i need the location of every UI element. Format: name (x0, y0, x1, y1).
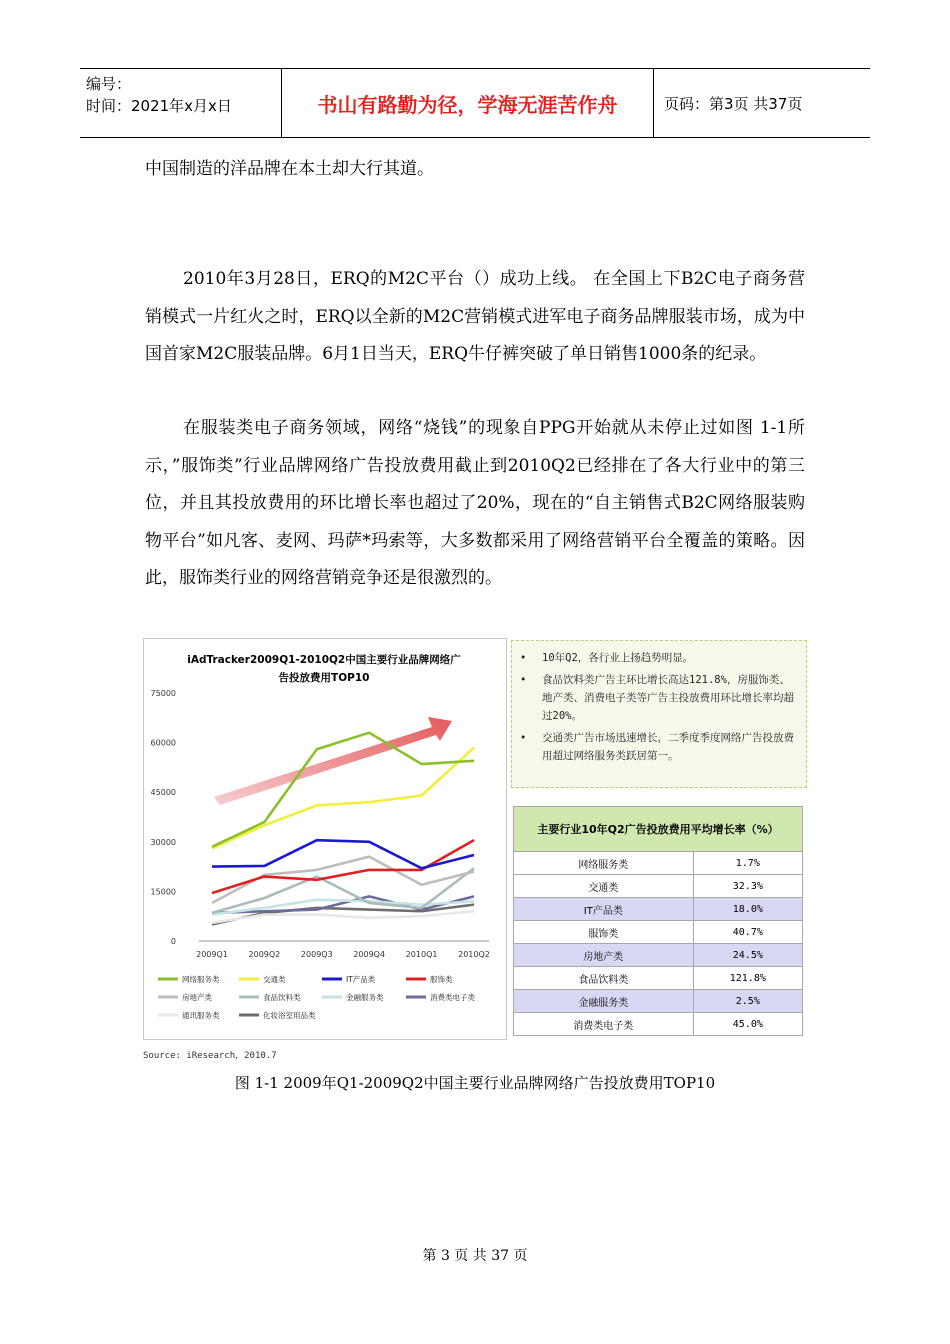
legend-label: 交通类 (263, 975, 286, 984)
doc-code-label: 编号： (86, 75, 132, 93)
y-tick-label: 45000 (150, 788, 176, 798)
page-footer: 第 3 页 共 37 页 (422, 1248, 528, 1264)
paragraph-clothing-ecommerce: 在服装类电子商务领域，网络“烧钱”的现象自PPG开始就从未停止过如图 1-1所示，”服饰类”行业品牌网络广告投放费用截止到2010Q2已经排在了各大行业中的第三位，并且其投放费用的环比增长率也超过了20%，现在的“自主销售式B2C网络服装购物平台”如凡客、麦网、玛萨*玛索等，大多数都采用了网络营销平台全覆盖的策略。因此，服饰类行业的网络营销竞争还是很激烈的。 (145, 418, 805, 588)
page-header (80, 68, 870, 138)
legend-label: 食品饮料类 (263, 993, 301, 1002)
x-tick-label: 2009Q4 (353, 950, 386, 959)
table-cell-rate: 45.0% (693, 1013, 802, 1036)
legend-label: 网络服务类 (182, 975, 220, 984)
legend-label: 消费类电子类 (430, 993, 475, 1002)
paragraph-intro: 中国制造的洋品牌在本土却大行其道。 (145, 159, 434, 179)
y-tick-label: 0 (170, 937, 176, 946)
header-page-label: 页码：第3页 共37页 (664, 94, 803, 113)
growth-table-title: 主要行业10年Q2广告投放费用平均增长率（%） (514, 807, 803, 852)
header-motto: 书山有路勤为径，学海无涯苦作舟 (282, 69, 654, 137)
table-cell-industry: 网络服务类 (514, 852, 694, 875)
legend-label: IT产品类 (346, 975, 376, 984)
legend-label: 金融服务类 (346, 993, 384, 1002)
legend-label: 通讯服务类 (182, 1011, 220, 1020)
y-tick-label: 15000 (150, 887, 176, 897)
table-cell-industry: IT产品类 (514, 898, 694, 921)
header-meta (80, 69, 282, 137)
doc-date-label: 时间：2021年x月x日 (86, 97, 232, 115)
table-cell-rate: 40.7% (693, 921, 802, 944)
chart-title-line2: 告投放费用TOP10 (278, 672, 370, 684)
table-cell-industry: 食品饮料类 (514, 967, 694, 990)
chart-source: Source: iResearch，2010.7 (143, 1051, 277, 1061)
legend-label: 化妆浴室用品类 (263, 1011, 316, 1020)
table-cell-industry: 服饰类 (514, 921, 694, 944)
table-cell-industry: 交通类 (514, 875, 694, 898)
note-item: • 10年Q2，各行业上扬趋势明显。 (542, 649, 796, 667)
x-tick-label: 2010Q1 (405, 950, 438, 959)
table-cell-industry: 金融服务类 (514, 990, 694, 1013)
notes-panel (511, 640, 807, 788)
x-tick-label: 2010Q2 (458, 950, 490, 959)
chart-canvas (144, 639, 506, 1039)
table-cell-rate: 18.0% (693, 898, 802, 921)
y-tick-label: 75000 (150, 689, 176, 698)
table-cell-industry: 消费类电子类 (514, 1013, 694, 1036)
legend-label: 房地产类 (182, 993, 212, 1002)
note-item: • 食品饮料类广告主环比增长高达121.8%，房服饰类、地产类、消费电子类等广告主投放费用环比增长率均超过20%。 (542, 671, 796, 725)
growth-rate-table (513, 806, 803, 1036)
table-cell-rate: 1.7% (693, 852, 802, 875)
x-tick-label: 2009Q1 (196, 950, 228, 959)
table-cell-rate: 24.5% (693, 944, 802, 967)
table-cell-rate: 121.8% (693, 967, 802, 990)
line-chart (143, 638, 507, 1040)
y-tick-label: 60000 (150, 738, 176, 748)
series-line (212, 911, 474, 923)
chart-title-line1: iAdTracker2009Q1-2010Q2中国主要行业品牌网络广 (187, 654, 461, 666)
table-cell-rate: 32.3% (693, 875, 802, 898)
note-item: • 交通类广告市场迅速增长，二季度季度网络广告投放费用超过网络服务类跃居第一。 (542, 729, 796, 765)
paragraph-erq-launch: 2010年3月28日，ERQ的M2C平台（）成功上线。 在全国上下B2C电子商务营销模式一片红火之时，ERQ以全新的M2C营销模式进军电子商务品牌服装市场，成为中国首家M2C服装品牌。6月1日当天，ERQ牛仔裤突破了单日销售1000条的纪录。 (145, 269, 805, 364)
legend-label: 服饰类 (430, 975, 453, 984)
figure-1-1 (143, 638, 808, 1061)
table-cell-rate: 2.5% (693, 990, 802, 1013)
table-cell-industry: 房地产类 (514, 944, 694, 967)
x-tick-label: 2009Q3 (300, 950, 333, 959)
y-tick-label: 30000 (150, 837, 176, 847)
figure-caption: 图 1-1 2009年Q1-2009Q2中国主要行业品牌网络广告投放费用TOP10 (234, 1074, 716, 1092)
x-tick-label: 2009Q2 (248, 950, 281, 959)
